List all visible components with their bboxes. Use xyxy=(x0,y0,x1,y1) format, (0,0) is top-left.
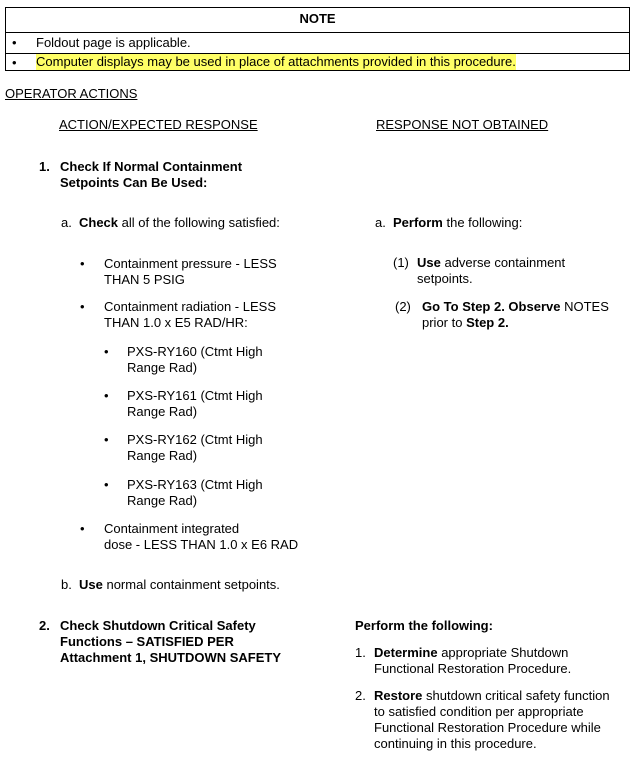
sensor-item: Range Rad) xyxy=(127,360,198,375)
step2-title: Check Shutdown Critical Safety xyxy=(60,618,256,633)
note-title: NOTE xyxy=(299,11,336,26)
rno-item: Functional Restoration Procedure. xyxy=(374,661,572,676)
step-number: 2. xyxy=(39,618,50,633)
condition-item: Containment radiation - LESS xyxy=(104,299,276,314)
substep-b-text xyxy=(79,577,280,593)
sensor-item: PXS-RY160 (Ctmt High xyxy=(127,344,263,359)
substep-label: a. xyxy=(61,215,72,230)
condition-item: THAN 1.0 x E5 RAD/HR: xyxy=(104,315,248,330)
rno-item: Functional Restoration Procedure while xyxy=(374,720,601,735)
section-heading: OPERATOR ACTIONS xyxy=(5,86,138,101)
sensor-item: Range Rad) xyxy=(127,448,198,463)
sensor-item: PXS-RY162 (Ctmt High xyxy=(127,432,263,447)
action-verb: Check xyxy=(79,215,119,230)
sensor-item: PXS-RY161 (Ctmt High xyxy=(127,388,263,403)
rno-a-text xyxy=(393,215,522,231)
action-verb: Determine xyxy=(374,645,438,660)
condition-item: THAN 5 PSIG xyxy=(104,272,185,287)
action-verb: Use xyxy=(79,577,103,592)
rno-item-number: 2. xyxy=(355,688,366,703)
column-header-rno: RESPONSE NOT OBTAINED xyxy=(376,117,549,132)
rno-item xyxy=(422,315,509,331)
action-verb: Restore xyxy=(374,688,423,703)
bullet-icon: • xyxy=(104,477,109,492)
rno-item: setpoints. xyxy=(417,271,473,286)
substep-b-rest: normal containment setpoints. xyxy=(102,577,280,592)
column-header-action: ACTION/EXPECTED RESPONSE xyxy=(59,117,258,132)
bullet-icon: • xyxy=(104,432,109,447)
bullet-icon: • xyxy=(104,344,109,359)
rno-item xyxy=(417,255,565,271)
rno-item-rest: shutdown critical safety function xyxy=(422,688,610,703)
step-number: 1. xyxy=(39,159,50,174)
rno-item-number: (2) xyxy=(395,299,411,314)
rno-item: continuing in this procedure. xyxy=(374,736,537,751)
step2-title: Functions – SATISFIED PER xyxy=(60,634,234,649)
bullet-icon: • xyxy=(12,55,17,70)
substep-a-rest: all of the following satisfied: xyxy=(118,215,280,230)
bullet-icon: • xyxy=(80,521,85,536)
step2-title: Attachment 1, SHUTDOWN SAFETY xyxy=(60,650,282,665)
substep-label: b. xyxy=(61,577,72,592)
rno-item: to satisfied condition per appropriate xyxy=(374,704,584,719)
bullet-icon: • xyxy=(12,35,17,50)
rno-header: Perform the following: xyxy=(355,618,493,633)
note-item-2: Computer displays may be used in place of attachments provided in this procedure. xyxy=(36,54,516,69)
step-reference: Step 2. xyxy=(466,315,509,330)
rno-item-rest: NOTES xyxy=(560,299,609,314)
substep-a-text xyxy=(79,215,280,231)
rno-item-number: 1. xyxy=(355,645,366,660)
step1-title: Check If Normal Containment xyxy=(60,159,243,174)
rno-item-rest: appropriate Shutdown xyxy=(437,645,569,660)
note-divider xyxy=(6,32,629,33)
bullet-icon: • xyxy=(80,299,85,314)
action-verb: Go To Step 2. Observe xyxy=(422,299,561,314)
sensor-item: Range Rad) xyxy=(127,493,198,508)
action-verb: Use xyxy=(417,255,441,270)
bullet-icon: • xyxy=(80,256,85,271)
sensor-item: PXS-RY163 (Ctmt High xyxy=(127,477,263,492)
rno-item xyxy=(374,688,610,704)
note-item-1: Foldout page is applicable. xyxy=(36,35,191,50)
rno-item-rest: adverse containment xyxy=(440,255,566,270)
condition-item: dose - LESS THAN 1.0 x E6 RAD xyxy=(104,537,299,552)
note-box xyxy=(5,7,630,71)
action-verb: Perform xyxy=(393,215,443,230)
bullet-icon: • xyxy=(104,388,109,403)
condition-item: Containment pressure - LESS xyxy=(104,256,277,271)
rno-item xyxy=(422,299,609,315)
rno-a-rest: the following: xyxy=(442,215,523,230)
step1-title: Setpoints Can Be Used: xyxy=(60,175,208,190)
rno-item-number: (1) xyxy=(393,255,409,270)
rno-label: a. xyxy=(375,215,386,230)
condition-item: Containment integrated xyxy=(104,521,240,536)
sensor-item: Range Rad) xyxy=(127,404,198,419)
rno-item-rest: prior to xyxy=(422,315,467,330)
rno-item xyxy=(374,645,568,661)
